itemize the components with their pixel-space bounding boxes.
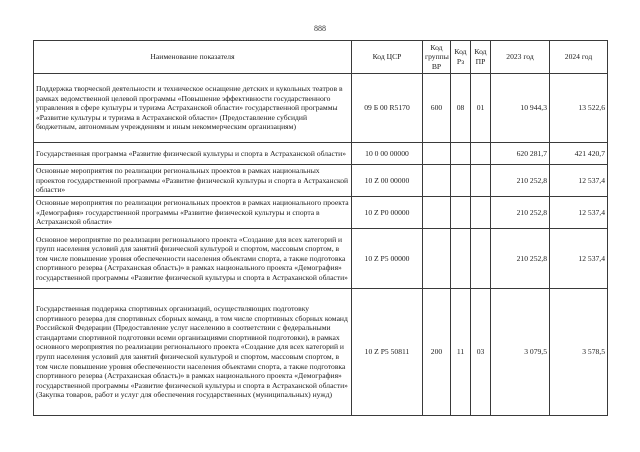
table-row bbox=[34, 165, 608, 197]
row-group bbox=[423, 143, 451, 165]
row-2024: 12 537,4 bbox=[550, 229, 608, 289]
header-pr: Код ПР bbox=[471, 41, 491, 74]
header-group: Код группы ВР bbox=[423, 41, 451, 74]
header-name: Наименование показателя bbox=[34, 41, 352, 74]
row-2024: 12 537,4 bbox=[550, 165, 608, 197]
row-rz bbox=[451, 229, 471, 289]
row-rz bbox=[451, 197, 471, 229]
row-group: 200 bbox=[423, 289, 451, 416]
row-2023: 620 281,7 bbox=[491, 143, 550, 165]
header-csr: Код ЦСР bbox=[352, 41, 423, 74]
row-group bbox=[423, 165, 451, 197]
row-2023: 210 252,8 bbox=[491, 197, 550, 229]
row-name: Государственная поддержка спортивных организаций, осуществляющих подготовку спортивного резерва для спортивных сборных команд, в том числе спортивных сборных команд Российской Федерации (Предоставление услуг населению в соответствии с федеральными стандартами спортивной подготовки всеми организациями спортивной подготовки), в рамках основного мероприятия по реализации регионального проекта «Создание для всех категорий и групп населения условий для занятий физической культурой и спортом, массовым спортом, в том числе повышение уровня обеспеченности населения объектами спорта, а также подготовка спортивного резерва (Астраханская область)» в рамках национального проекта «Демография» государственной программы «Развитие физической культуры и спорта в Астраханской области» (Закупка товаров, работ и услуг для обеспечения государственных (муниципальных) нужд) bbox=[34, 289, 352, 416]
row-2023: 3 079,5 bbox=[491, 289, 550, 416]
page-number: 888 bbox=[314, 24, 326, 33]
row-rz: 08 bbox=[451, 74, 471, 143]
row-rz bbox=[451, 143, 471, 165]
row-2024: 12 537,4 bbox=[550, 197, 608, 229]
row-pr: 03 bbox=[471, 289, 491, 416]
row-name: Поддержка творческой деятельности и техническое оснащение детских и кукольных театров в рамках ведомственной целевой программы «Повышение эффективности государственного управления в сфере культуры и туризма Астраханской области» государственной программы «Развитие культуры и туризма в Астраханской области» (Предоставление субсидий бюджетным, автономным учреждениям и иным некоммерческим организациям) bbox=[34, 74, 352, 143]
table-row bbox=[34, 197, 608, 229]
header-rz: Код Рз bbox=[451, 41, 471, 74]
row-2023: 210 252,8 bbox=[491, 229, 550, 289]
row-pr bbox=[471, 143, 491, 165]
row-name: Основные мероприятия по реализации региональных проектов в рамках национальных проектов государственной программы «Развитие физической культуры и спорта в Астраханской области» bbox=[34, 165, 352, 197]
row-group bbox=[423, 229, 451, 289]
row-pr bbox=[471, 165, 491, 197]
row-rz bbox=[451, 165, 471, 197]
row-name: Основные мероприятия по реализации региональных проектов в рамках национального проекта «Демография» государственной программы «Развитие физической культуры и спорта в Астраханской области» bbox=[34, 197, 352, 229]
row-csr: 10 0 00 00000 bbox=[352, 143, 423, 165]
row-csr: 10 Z 00 00000 bbox=[352, 165, 423, 197]
table-row bbox=[34, 143, 608, 165]
header-2024: 2024 год bbox=[550, 41, 608, 74]
row-pr: 01 bbox=[471, 74, 491, 143]
row-csr: 09 Б 00 R5170 bbox=[352, 74, 423, 143]
table-row bbox=[34, 74, 608, 143]
row-pr bbox=[471, 229, 491, 289]
budget-table bbox=[33, 40, 608, 416]
row-csr: 10 Z P0 00000 bbox=[352, 197, 423, 229]
row-rz: 11 bbox=[451, 289, 471, 416]
table-header-row bbox=[34, 41, 608, 74]
row-name: Основное мероприятие по реализации регионального проекта «Создание для всех категорий и групп населения условий для занятий физической культурой и спортом, массовым спортом, в том числе повышение уровня обеспеченности населения объектами спорта, а также подготовка спортивного резерва (Астраханская область)» в рамках национального проекта «Демография» государственной программы «Развитие физической культуры и спорта в Астраханской области» bbox=[34, 229, 352, 289]
row-2024: 3 578,5 bbox=[550, 289, 608, 416]
row-csr: 10 Z P5 00000 bbox=[352, 229, 423, 289]
row-pr bbox=[471, 197, 491, 229]
header-2023: 2023 год bbox=[491, 41, 550, 74]
row-csr: 10 Z P5 50811 bbox=[352, 289, 423, 416]
row-2023: 210 252,8 bbox=[491, 165, 550, 197]
row-group: 600 bbox=[423, 74, 451, 143]
row-2024: 13 522,6 bbox=[550, 74, 608, 143]
row-2024: 421 420,7 bbox=[550, 143, 608, 165]
table-row bbox=[34, 229, 608, 289]
row-2023: 10 944,3 bbox=[491, 74, 550, 143]
row-group bbox=[423, 197, 451, 229]
table-row bbox=[34, 289, 608, 416]
row-name: Государственная программа «Развитие физической культуры и спорта в Астраханской области» bbox=[34, 143, 352, 165]
